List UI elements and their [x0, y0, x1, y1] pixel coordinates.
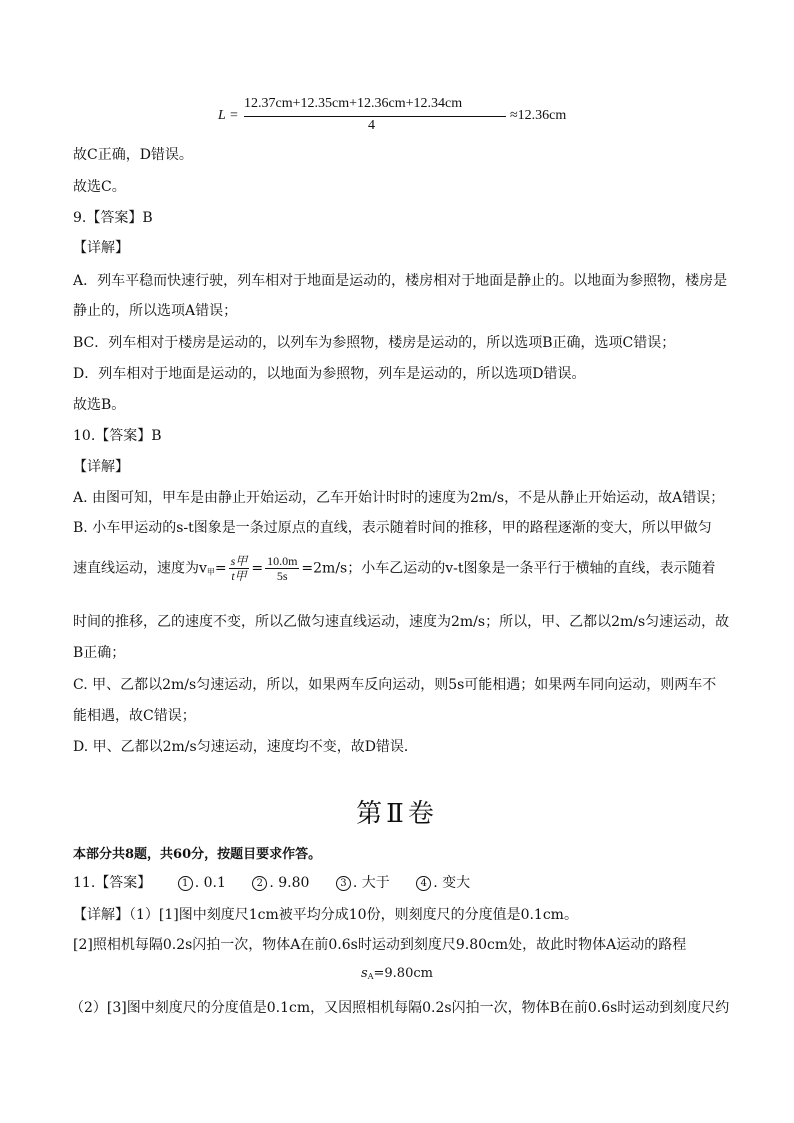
text-line: 故选B。 — [73, 397, 126, 413]
section-heading: 第Ⅱ卷 — [356, 799, 438, 829]
subscript: A — [367, 972, 374, 981]
question-9-answer: 9.【答案】B — [73, 210, 153, 226]
text-line: B正确； — [73, 645, 126, 661]
circled-number: 3 — [336, 876, 351, 891]
text-line: 故选C。 — [73, 179, 126, 195]
text-segment: 速直线运动，速度为v — [73, 560, 207, 577]
text-line: 时间的推移，乙的速度不变，所以乙做匀速直线运动，速度为2m/s；所以，甲、乙都以2m/s匀速运动，故 — [73, 614, 730, 630]
fraction-denominator: t甲 — [231, 569, 247, 583]
question-11-answer — [73, 872, 470, 892]
answer-value: . 0.1 — [194, 875, 226, 891]
answer-label: 11.【答案】 — [73, 875, 152, 891]
equals: = — [214, 560, 227, 577]
circled-number: 2 — [252, 876, 267, 891]
text-line: 能相遇，故C错误； — [73, 708, 196, 724]
detail-heading: 【详解】 — [73, 459, 129, 475]
fraction-s-over-t — [229, 554, 250, 583]
text-line: 静止的，所以选项A错误； — [73, 303, 238, 319]
equals: = — [251, 560, 264, 577]
formula-variable: L — [218, 108, 226, 123]
formula-denominator: 4 — [368, 118, 375, 133]
text-line: 故C正确，D错误。 — [73, 147, 193, 163]
text-line: A. 由图可知，甲车是由静止开始运动，乙车开始计时时的速度为2m/s，不是从静止开始运动，故A错误； — [73, 490, 725, 506]
formula-result: ≈12.36cm — [510, 108, 567, 123]
question-10-answer: 10.【答案】B — [73, 428, 162, 444]
fraction-denominator: 5s — [276, 569, 288, 583]
formula-numerator: 12.37cm+12.35cm+12.36cm+12.34cm — [244, 96, 463, 111]
variable-s: s — [361, 966, 368, 981]
formula-equals: = — [230, 108, 238, 123]
section-instructions: 本部分共8题，共60分，按题目要求作答。 — [73, 847, 322, 862]
text-line: [2]照相机每隔0.2s闪拍一次，物体A在前0.6s时运动到刻度尺9.80cm处，故此时物体A运动的路程 — [73, 937, 687, 953]
fraction-numerator: 10.0m — [267, 554, 298, 568]
answer-value: . 大于 — [352, 875, 390, 891]
answer-value: . 9.80 — [269, 875, 310, 891]
text-line: （2）[3]图中刻度尺的分度值是0.1cm，又因照相机每隔0.2s闪拍一次，物体B在前0.6s时运动到刻度尺约 — [70, 1000, 730, 1016]
fraction-numerator: s甲 — [230, 554, 248, 568]
fraction-values — [265, 554, 299, 583]
text-line: BC．列车相对于楼房是运动的，以列车为参照物，楼房是运动的，所以选项B正确，选项C错误； — [73, 335, 676, 351]
answer-value: . 变大 — [433, 875, 471, 891]
fraction-bar — [244, 116, 506, 117]
distance-result — [0, 966, 794, 981]
text-line: D. 甲、乙都以2m/s匀速运动，速度均不变，故D错误． — [73, 739, 418, 755]
text-line: C. 甲、乙都以2m/s匀速运动，所以，如果两车反向运动，则5s可能相遇；如果两车同向运动，则两车不 — [73, 677, 717, 693]
text-line: A．列车平稳而快速行驶，列车相对于地面是运动的，楼房相对于地面是静止的。以地面为参照物，楼房是 — [73, 273, 728, 289]
speed-formula-line — [73, 554, 716, 583]
text-line: 【详解】（1）[1]图中刻度尺1cm被平均分成10份，则刻度尺的分度值是0.1cm。 — [73, 907, 578, 923]
detail-heading: 【详解】 — [73, 240, 129, 256]
text-segment: =2m/s；小车乙运动的v-t图象是一条平行于横轴的直线，表示随着 — [301, 560, 716, 577]
circled-number: 4 — [416, 876, 431, 891]
text-line: D．列车相对于地面是运动的，以地面为参照物，列车是运动的，所以选项D错误。 — [73, 366, 586, 382]
distance-value: =9.80cm — [373, 966, 433, 981]
text-line: B. 小车甲运动的s-t图象是一条过原点的直线，表示随着时间的推移，甲的路程逐渐的变大，所以甲做匀 — [73, 520, 712, 536]
circled-number: 1 — [178, 876, 193, 891]
subscript: 甲 — [206, 567, 215, 577]
